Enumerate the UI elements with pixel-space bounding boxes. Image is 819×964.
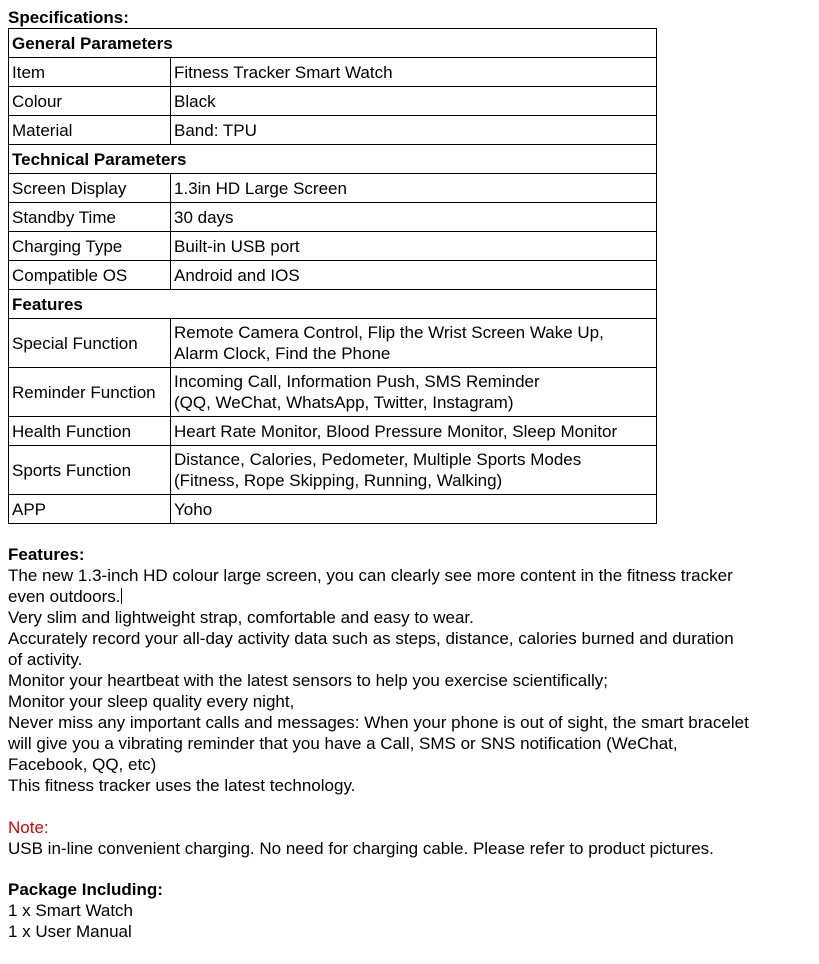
package-item: 1 x Smart Watch — [8, 901, 134, 920]
spec-value-line: Incoming Call, Information Push, SMS Reminder — [174, 372, 540, 391]
spec-value-line: Remote Camera Control, Flip the Wrist Screen Wake Up, — [174, 323, 604, 342]
spec-key: Screen Display — [9, 174, 171, 203]
spec-key: Material — [9, 116, 171, 145]
table-row — [9, 87, 657, 116]
text-cursor — [121, 588, 122, 604]
spec-key: Charging Type — [9, 232, 171, 261]
table-section-row — [9, 145, 657, 174]
table-row — [9, 446, 657, 495]
table-section-row — [9, 29, 657, 58]
document — [8, 8, 814, 942]
section-title: Technical Parameters — [9, 145, 657, 174]
feature-line: of activity. — [8, 650, 83, 669]
specifications-heading: Specifications: — [8, 8, 129, 27]
feature-line: Never miss any important calls and messages: When your phone is out of sight, the smart bracelet — [8, 713, 749, 732]
spec-key: Item — [9, 58, 171, 87]
spec-value: Heart Rate Monitor, Blood Pressure Monitor, Sleep Monitor — [171, 417, 657, 446]
section-title: Features — [9, 290, 657, 319]
spec-value-line: (QQ, WeChat, WhatsApp, Twitter, Instagram) — [174, 393, 514, 412]
spec-value-line: (Fitness, Rope Skipping, Running, Walking) — [174, 471, 503, 490]
spec-key: Special Function — [9, 319, 171, 368]
table-row — [9, 174, 657, 203]
table-row — [9, 58, 657, 87]
table-row — [9, 261, 657, 290]
spacer — [8, 859, 814, 880]
note-heading: Note: — [8, 818, 49, 837]
table-row — [9, 368, 657, 417]
spacer — [8, 796, 814, 817]
spec-key: Health Function — [9, 417, 171, 446]
spec-key: Reminder Function — [9, 368, 171, 417]
spec-value: Fitness Tracker Smart Watch — [171, 58, 657, 87]
package-list — [8, 900, 814, 942]
table-section-row — [9, 290, 657, 319]
table-row — [9, 116, 657, 145]
spec-value — [171, 368, 657, 417]
spec-value: Black — [171, 87, 657, 116]
feature-line: will give you a vibrating reminder that you have a Call, SMS or SNS notification (WeChat, — [8, 734, 678, 753]
table-row — [9, 417, 657, 446]
note-text: USB in-line convenient charging. No need for charging cable. Please refer to product pictures. — [8, 839, 714, 858]
section-title: General Parameters — [9, 29, 657, 58]
spec-value: Android and IOS — [171, 261, 657, 290]
feature-line: Monitor your sleep quality every night, — [8, 692, 295, 711]
spec-value-line: Distance, Calories, Pedometer, Multiple Sports Modes — [174, 450, 582, 469]
spec-value: 30 days — [171, 203, 657, 232]
spec-value: Built-in USB port — [171, 232, 657, 261]
spec-key: Sports Function — [9, 446, 171, 495]
spec-value: Band: TPU — [171, 116, 657, 145]
table-row — [9, 203, 657, 232]
spec-key: Compatible OS — [9, 261, 171, 290]
table-row — [9, 319, 657, 368]
spec-key: Colour — [9, 87, 171, 116]
spec-value: Yoho — [171, 495, 657, 524]
feature-line: Accurately record your all-day activity data such as steps, distance, calories burned and duration — [8, 629, 734, 648]
package-item: 1 x User Manual — [8, 922, 132, 941]
features-list — [8, 565, 814, 796]
feature-line: Facebook, QQ, etc) — [8, 755, 157, 774]
specifications-table — [8, 28, 657, 524]
table-row — [9, 495, 657, 524]
feature-line: Monitor your heartbeat with the latest sensors to help you exercise scientifically; — [8, 671, 609, 690]
spacer — [8, 524, 814, 545]
feature-line: This fitness tracker uses the latest technology. — [8, 776, 356, 795]
package-heading: Package Including: — [8, 880, 163, 899]
spec-value — [171, 319, 657, 368]
table-row — [9, 232, 657, 261]
spec-value: 1.3in HD Large Screen — [171, 174, 657, 203]
spec-value — [171, 446, 657, 495]
features-heading: Features: — [8, 545, 85, 564]
spec-key: APP — [9, 495, 171, 524]
feature-line: The new 1.3-inch HD colour large screen, you can clearly see more content in the fitness tracker — [8, 566, 733, 585]
spec-value-line: Alarm Clock, Find the Phone — [174, 344, 391, 363]
feature-line: Very slim and lightweight strap, comfortable and easy to wear. — [8, 608, 474, 627]
feature-line: even outdoors. — [8, 587, 121, 606]
spec-key: Standby Time — [9, 203, 171, 232]
